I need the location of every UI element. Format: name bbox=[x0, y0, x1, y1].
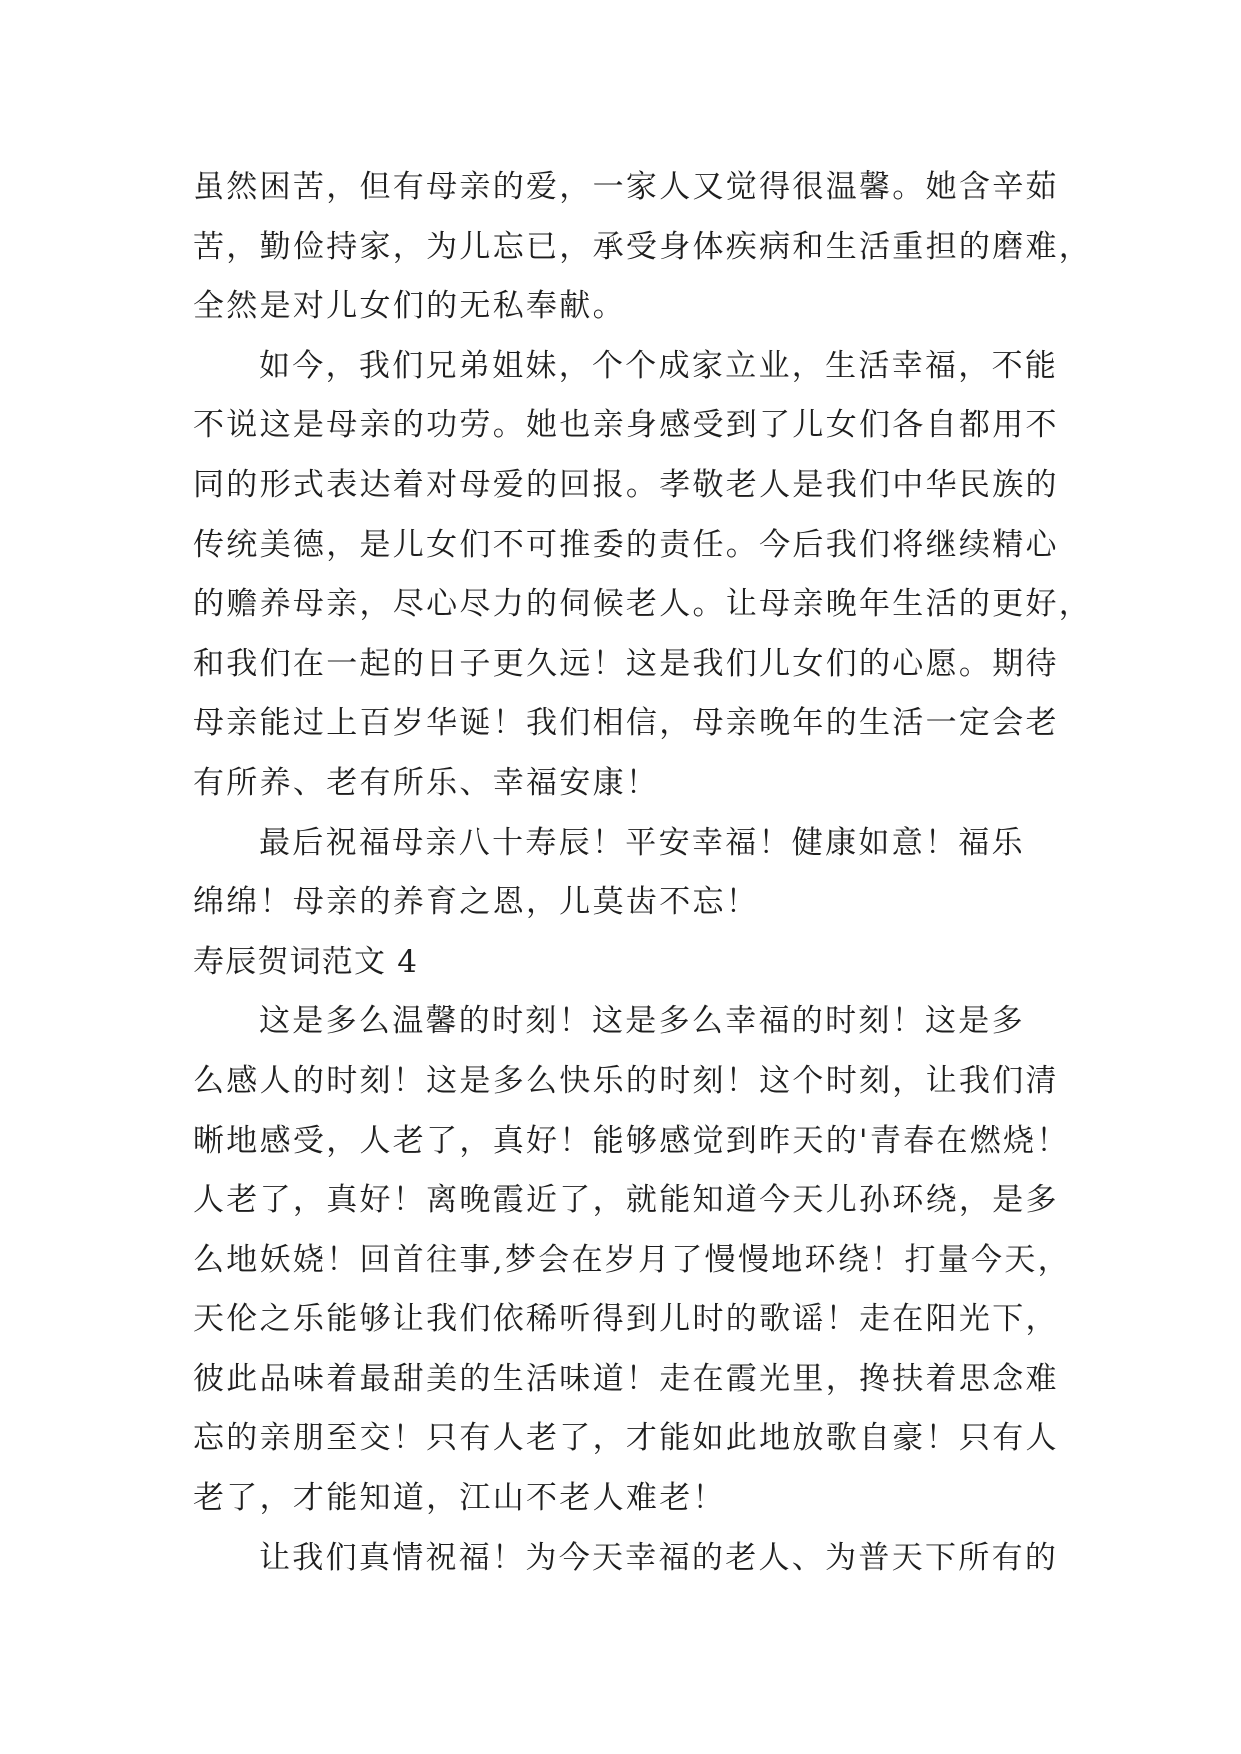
text-line: 同的形式表达着对母爱的回报。孝敬老人是我们中华民族的 bbox=[193, 466, 1059, 503]
text-line: 全然是对儿女们的无私奉献。 bbox=[193, 288, 626, 325]
text-line: 母亲能过上百岁华诞！我们相信，母亲晚年的生活一定会老 bbox=[193, 705, 1059, 742]
text-line: 晰地感受，人老了，真好！能够感觉到昨天的'青春在燃烧！ bbox=[193, 1122, 1070, 1159]
text-line: 忘的亲朋至交！只有人老了，才能如此地放歌自豪！只有人 bbox=[193, 1420, 1059, 1457]
text-line: 和我们在一起的日子更久远！这是我们儿女们的心愿。期待 bbox=[193, 645, 1059, 682]
text-line: 有所养、老有所乐、幸福安康！ bbox=[193, 764, 660, 801]
text-line: 天伦之乐能够让我们依稀听得到儿时的歌谣！走在阳光下， bbox=[193, 1301, 1059, 1338]
text-line: 么感人的时刻！这是多么快乐的时刻！这个时刻，让我们清 bbox=[193, 1062, 1059, 1099]
text-line: 不说这是母亲的功劳。她也亲身感受到了儿女们各自都用不 bbox=[193, 407, 1059, 444]
text-line: 最后祝福母亲八十寿辰！平安幸福！健康如意！福乐 bbox=[259, 824, 1025, 861]
section-heading: 寿辰贺词范文 4 bbox=[193, 943, 419, 980]
text-line: 么地妖娆！回首往事,梦会在岁月了慢慢地环绕！打量今天， bbox=[193, 1241, 1071, 1278]
document-body bbox=[193, 158, 1093, 1588]
text-line: 绵绵！母亲的养育之恩，儿莫齿不忘！ bbox=[193, 884, 760, 921]
text-line: 苦，勤俭持家，为儿忘已，承受身体疾病和生活重担的磨难， bbox=[193, 228, 1093, 265]
text-line: 让我们真情祝福！为今天幸福的老人、为普天下所有的 bbox=[259, 1539, 1059, 1576]
text-line: 的赡养母亲，尽心尽力的伺候老人。让母亲晚年生活的更好， bbox=[193, 586, 1093, 623]
text-line: 彼此品味着最甜美的生活味道！走在霞光里，搀扶着思念难 bbox=[193, 1360, 1059, 1397]
text-line: 传统美德，是儿女们不可推委的责任。今后我们将继续精心 bbox=[193, 526, 1059, 563]
text-line: 虽然困苦，但有母亲的爱，一家人又觉得很温馨。她含辛茹 bbox=[193, 169, 1059, 205]
text-line: 人老了，真好！离晚霞近了，就能知道今天儿孙环绕，是多 bbox=[193, 1182, 1059, 1219]
text-line: 老了，才能知道，江山不老人难老！ bbox=[193, 1480, 726, 1517]
text-line: 这是多么温馨的时刻！这是多么幸福的时刻！这是多 bbox=[259, 1003, 1025, 1040]
text-line: 如今，我们兄弟姐妹，个个成家立业，生活幸福，不能 bbox=[259, 347, 1059, 384]
